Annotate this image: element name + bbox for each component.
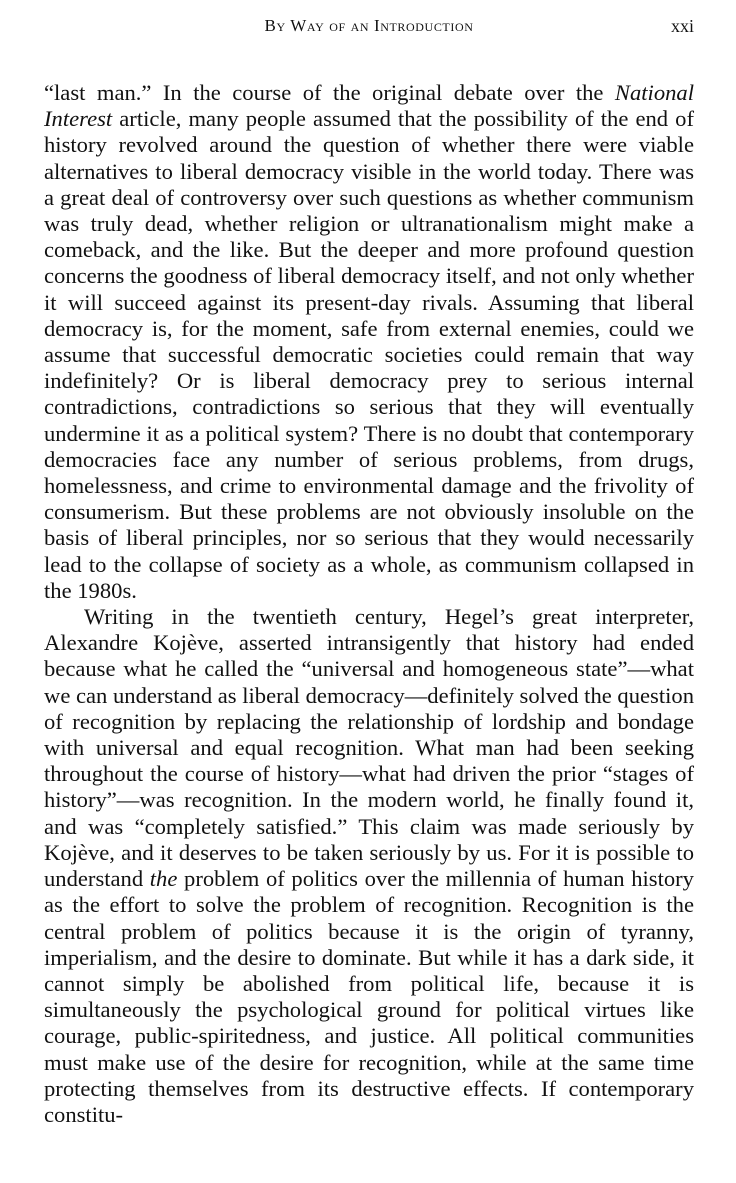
paragraph-2 [44, 604, 694, 1128]
paragraph-2-run: Writing in the twentieth century, Hegel’s great interpreter, Alexandre Kojève, asserted intransigently that history had ended because what he called the “universal and homogeneous state”—what we can understand as liberal democracy—definitely solved the question of recognition by replacing the relationship of lordship and bondage with universal and equal recognition. What man had been seeking throughout the course of history—what had driven the prior “stages of history”—was recognition. In the modern world, he finally found it, and was “completely satisfied.” This claim was made seriously by Kojève, and it deserves to be taken seriously by us. For it is possible to understand [44, 604, 694, 892]
running-title: By Way of an Introduction [264, 16, 474, 35]
italic-emphasis-the: the [149, 866, 178, 892]
page-number: xxi [670, 16, 694, 36]
paragraph-1-run: “last man.” In the course of the original debate over the [44, 80, 615, 105]
italic-title-national-interest: National Interest [44, 80, 694, 132]
paragraph-1-run: article, many people assumed that the possibility of the end of history revolved around the question of whether there were viable alternatives to liberal democracy visible in the world today. There was a great deal of controversy over such questions as whether communism was truly dead, whether religion or ultranationalism might make a comeback, and the like. But the deeper and more profound question concerns the goodness of liberal democracy itself, and not only whether it will succeed against its present-day rivals. Assuming that liberal democracy is, for the moment, safe from external enemies, could we assume that successful democratic societies could remain that way indefinitely? Or is liberal democracy prey to serious internal contradictions, contradictions so serious that they will eventually undermine it as a political system? There is no doubt that contemporary democracies face any number of serious problems, from drugs, homelessness, and crime to environmental damage and the frivolity of consumerism. But these problems are not obviously insoluble on the basis of liberal principles, nor so serious that they would necessarily lead to the collapse of society as a whole, as communism collapsed in the 1980s. [44, 106, 694, 603]
paragraph-2-run: problem of politics over the millennia of human history as the effort to solve the problem of recognition. Recognition is the central problem of politics because it is the origin of tyranny, imperialism, and the desire to dominate. But while it has a dark side, it cannot simply be abolished from political life, because it is simultaneously the psychological ground for political virtues like courage, public-spiritedness, and justice. All political communities must make use of the desire for recognition, while at the same time protecting themselves from its destructive effects. If contemporary constitu- [44, 866, 694, 1127]
paragraph-1 [44, 80, 694, 604]
running-head [44, 14, 694, 42]
body-text [44, 80, 694, 1128]
